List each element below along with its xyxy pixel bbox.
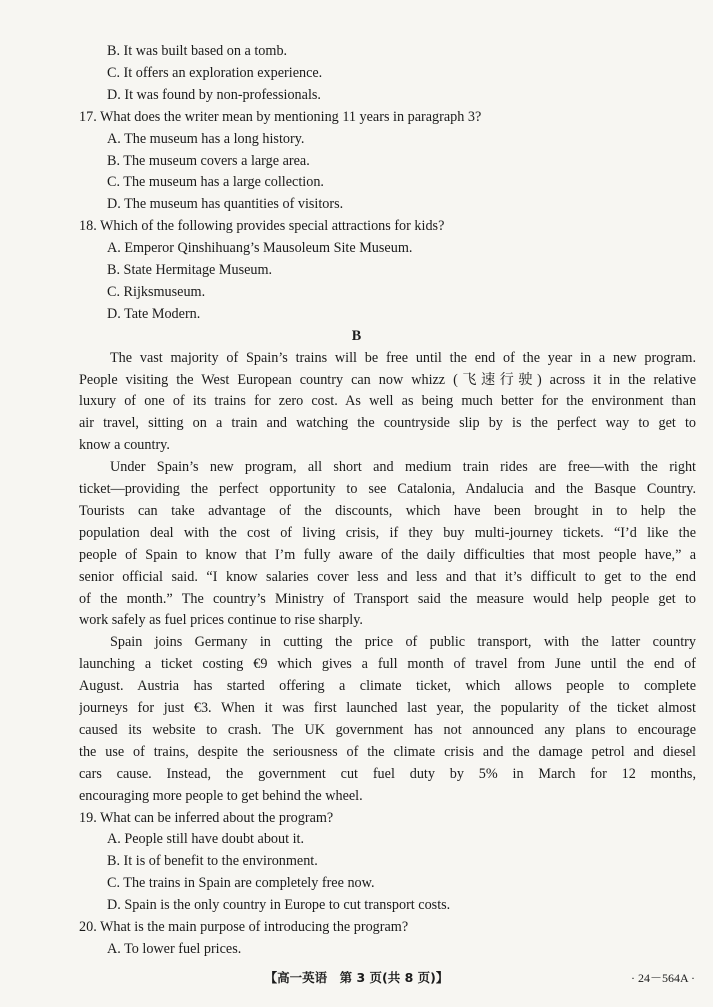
paragraph-line: the use of trains, despite the seriousness of the climate crisis and the damage petrol and diesel: [79, 743, 696, 760]
answer-option: B. It was built based on a tomb.: [107, 43, 288, 59]
answer-option: A. Emperor Qinshihuang’s Mausoleum Site Museum.: [107, 240, 413, 257]
paragraph-line: air travel, sitting on a train and watching the countryside slip by is the perfect way to get to: [79, 415, 696, 432]
question-line: 19. What can be inferred about the program?: [79, 809, 334, 826]
answer-option: B. State Hermitage Museum.: [107, 262, 273, 278]
answer-option: B. The museum covers a large area.: [107, 152, 310, 169]
paper-code: · 24－564A ·: [631, 971, 695, 985]
answer-option: B. It is of benefit to the environment.: [107, 853, 318, 870]
paragraph-line: August. Austria has started offering a climate ticket, which allows people to complete: [79, 678, 696, 695]
paragraph-line: population deal with the cost of living crisis, if they buy multi-journey tickets. “I’d like the: [79, 524, 696, 541]
answer-option: A. People still have doubt about it.: [107, 831, 305, 848]
question-line: encouraging more people to get behind the wheel.: [79, 787, 363, 804]
paragraph-line: of the month.” The country’s Ministry of Transport said the measure would help people get to: [79, 590, 696, 607]
answer-option: C. The museum has a large collection.: [107, 174, 324, 191]
paragraph-line: Tourists can take advantage of the discounts, which have been brought in to help the: [79, 502, 696, 519]
answer-option: D. Tate Modern.: [107, 305, 201, 322]
paragraph-line: People visiting the West European country can now whizz (飞速行驶) across it in the relative: [79, 371, 696, 388]
section-heading: B: [351, 327, 362, 344]
paragraph-line: Under Spain’s new program, all short and medium train rides are free—with the right: [110, 459, 696, 476]
answer-option: A. The museum has a long history.: [107, 130, 305, 147]
paragraph-line: luxury of one of its trains for zero cost. As well as being much better for the environment than: [79, 393, 696, 410]
question-line: 18. Which of the following provides special attractions for kids?: [79, 218, 445, 235]
paragraph-line: cars cause. Instead, the government cut fuel duty by 5% in March for 12 months,: [79, 765, 696, 782]
answer-option: C. The trains in Spain are completely free now.: [107, 875, 375, 892]
answer-option: D. The museum has quantities of visitors.: [107, 196, 344, 213]
paragraph-line: journeys for just €3. When it was first launched last year, the popularity of the ticket almost: [79, 700, 696, 716]
question-line: 20. What is the main purpose of introducing the program?: [79, 919, 409, 935]
question-line: 17. What does the writer mean by mentioning 11 years in paragraph 3?: [79, 108, 482, 125]
paragraph-line: The vast majority of Spain’s trains will be free until the end of the year in a new program.: [110, 349, 696, 366]
answer-option: D. It was found by non-professionals.: [107, 86, 321, 103]
paragraph-line: caused its website to crash. The UK government has not announced any plans to encourage: [79, 721, 696, 738]
page-footer: 【高一英语 第 3 页(共 8 页)】: [264, 970, 449, 985]
answer-option: A. To lower fuel prices.: [107, 940, 242, 957]
paragraph-line: launching a ticket costing €9 which gives a full month of travel from June until the end of: [79, 656, 696, 673]
answer-option: D. Spain is the only country in Europe to cut transport costs.: [107, 897, 451, 914]
paragraph-line: ticket—providing the perfect opportunity to see Catalonia, Andalucia and the Basque Country.: [79, 481, 696, 497]
question-line: work safely as fuel prices continue to rise sharply.: [79, 612, 363, 629]
paragraph-line: senior official said. “I know salaries cover less and less and that it’s difficult to get to the end: [79, 568, 696, 585]
question-line: know a country.: [79, 437, 170, 454]
paragraph-line: Spain joins Germany in cutting the price of public transport, with the latter country: [110, 634, 696, 651]
paragraph-line: people of Spain to know that I’m fully aware of the daily difficulties that most people have,” a: [79, 546, 696, 563]
answer-option: C. Rijksmuseum.: [107, 283, 206, 300]
answer-option: C. It offers an exploration experience.: [107, 64, 323, 81]
